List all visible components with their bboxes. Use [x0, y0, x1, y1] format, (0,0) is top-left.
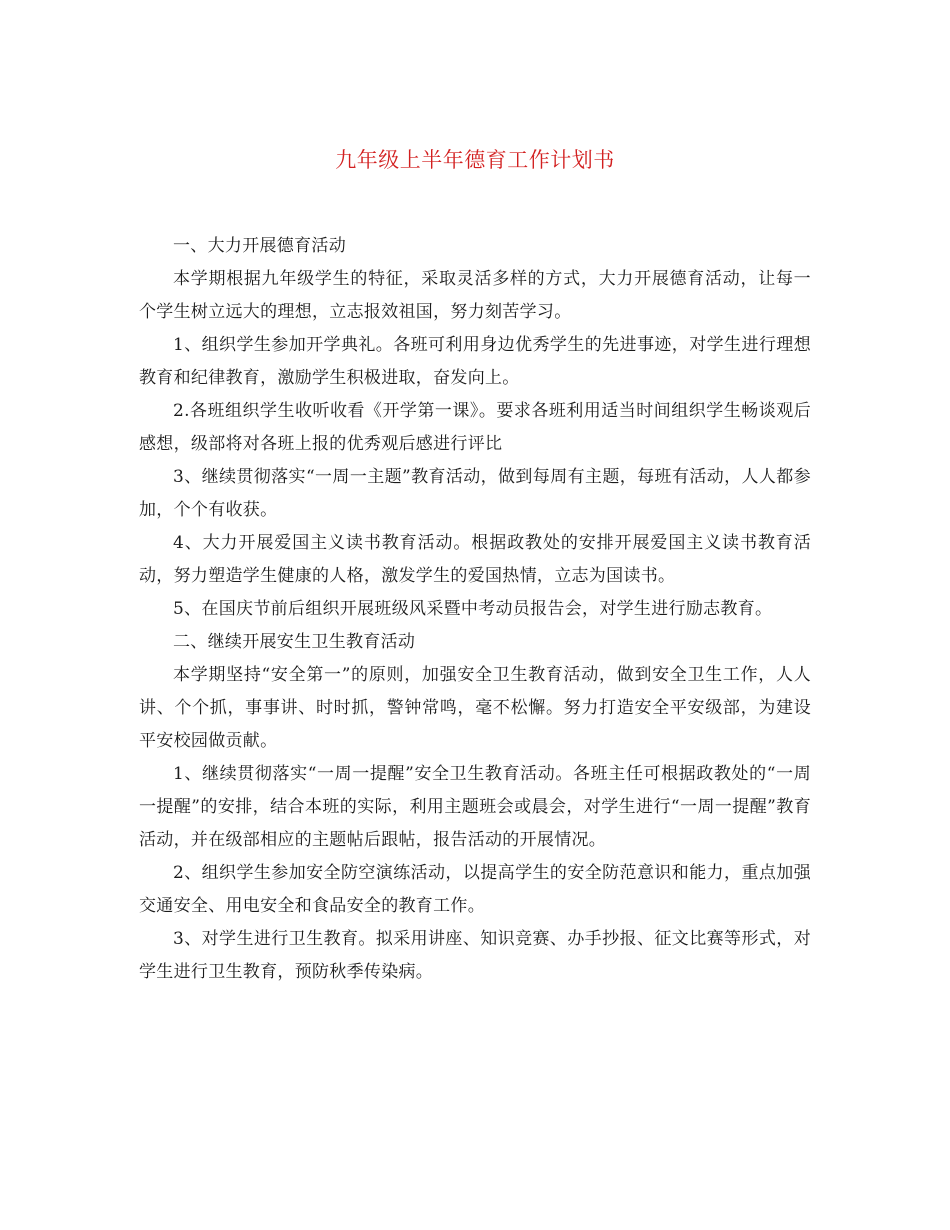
paragraph: 3、继续贯彻落实“一周一主题”教育活动，做到每周有主题，每班有活动，人人都参加，个个有收获。	[139, 467, 811, 520]
document-title: 九年级上半年德育工作计划书	[335, 148, 615, 172]
paragraph: 3、对学生进行卫生教育。拟采用讲座、知识竞赛、办手抄报、征文比赛等形式，对学生进行卫生教育，预防秋季传染病。	[139, 929, 811, 982]
paragraph: 1、组织学生参加开学典礼。各班可利用身边优秀学生的先进事迹，对学生进行理想教育和纪律教育，激励学生积极进取，奋发向上。	[139, 335, 811, 388]
section-heading-1: 一、大力开展德育活动	[173, 236, 346, 256]
document-body	[139, 230, 811, 989]
paragraph: 本学期坚持“安全第一”的原则，加强安全卫生教育活动，做到安全卫生工作，人人讲、个个抓，事事讲、时时抓，警钟常鸣，毫不松懈。努力打造安全平安级部，为建设平安校园做贡献。	[139, 665, 811, 751]
paragraph: 2.各班组织学生收听收看《开学第一课》。要求各班利用适当时间组织学生畅谈观后感想，级部将对各班上报的优秀观后感进行评比	[139, 401, 811, 454]
paragraph: 1、继续贯彻落实“一周一提醒”安全卫生教育活动。各班主任可根据政教处的“一周一提醒”的安排，结合本班的实际，利用主题班会或晨会，对学生进行“一周一提醒”教育活动，并在级部相应的主题帖后跟帖，报告活动的开展情况。	[139, 764, 811, 850]
paragraph: 本学期根据九年级学生的特征，采取灵活多样的方式，大力开展德育活动，让每一个学生树立远大的理想，立志报效祖国，努力刻苦学习。	[139, 269, 811, 322]
paragraph: 2、组织学生参加安全防空演练活动，以提高学生的安全防范意识和能力，重点加强交通安全、用电安全和食品安全的教育工作。	[139, 863, 811, 916]
paragraph: 4、大力开展爱国主义读书教育活动。根据政教处的安排开展爱国主义读书教育活动，努力塑造学生健康的人格，激发学生的爱国热情，立志为国读书。	[139, 533, 811, 586]
paragraph: 5、在国庆节前后组织开展班级风采暨中考动员报告会，对学生进行励志教育。	[173, 599, 773, 619]
section-heading-2: 二、继续开展安生卫生教育活动	[173, 632, 416, 652]
